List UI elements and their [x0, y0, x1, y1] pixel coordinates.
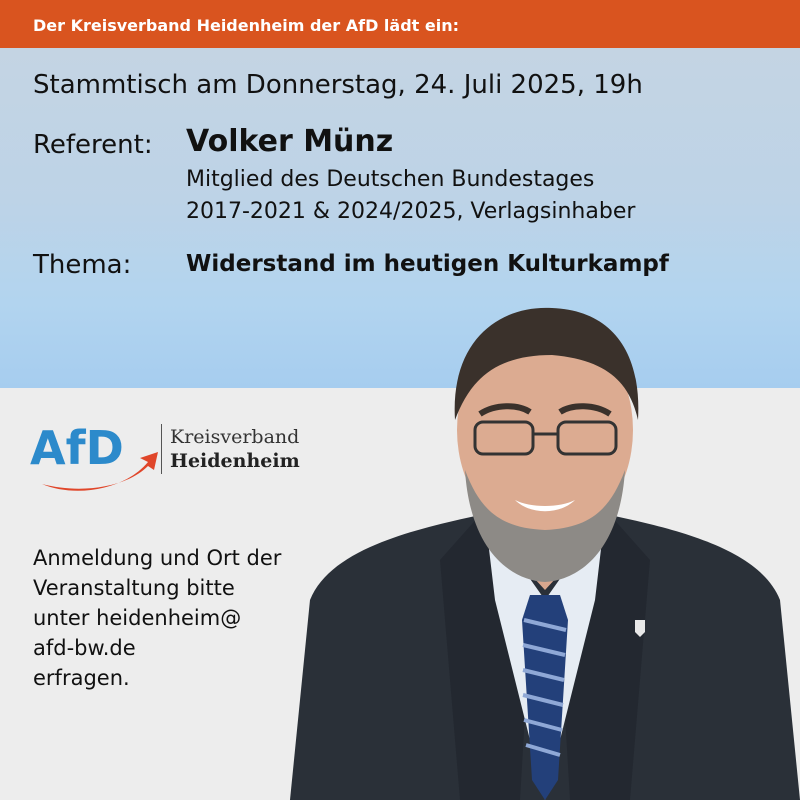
- info-line: Veranstaltung bitte: [33, 576, 235, 600]
- info-line: erfragen.: [33, 666, 130, 690]
- registration-info: [33, 543, 281, 693]
- afd-brand-text: AfD: [30, 421, 124, 475]
- logo-line1: Kreisverband: [170, 426, 300, 448]
- logo-line2: Heidenheim: [170, 450, 300, 472]
- topic-label: Thema:: [33, 250, 132, 280]
- info-line: Anmeldung und Ort der: [33, 546, 282, 570]
- info-line: unter heidenheim@: [33, 606, 242, 630]
- event-title: Stammtisch am Donnerstag, 24. Juli 2025, 19h: [33, 70, 643, 100]
- header-bar: [0, 0, 800, 48]
- logo-divider: [161, 424, 162, 474]
- speaker-name: Volker Münz: [186, 124, 394, 159]
- speaker-label: Referent:: [33, 130, 153, 160]
- speaker-portrait: [290, 300, 800, 800]
- invite-text: Der Kreisverband Heidenheim der AfD lädt ein:: [33, 16, 460, 35]
- topic-text: Widerstand im heutigen Kulturkampf: [186, 251, 669, 277]
- speaker-description-2: 2017-2021 & 2024/2025, Verlagsinhaber: [186, 199, 636, 224]
- speaker-description-1: Mitglied des Deutschen Bundestages: [186, 167, 595, 192]
- info-line: afd-bw.de: [33, 636, 136, 660]
